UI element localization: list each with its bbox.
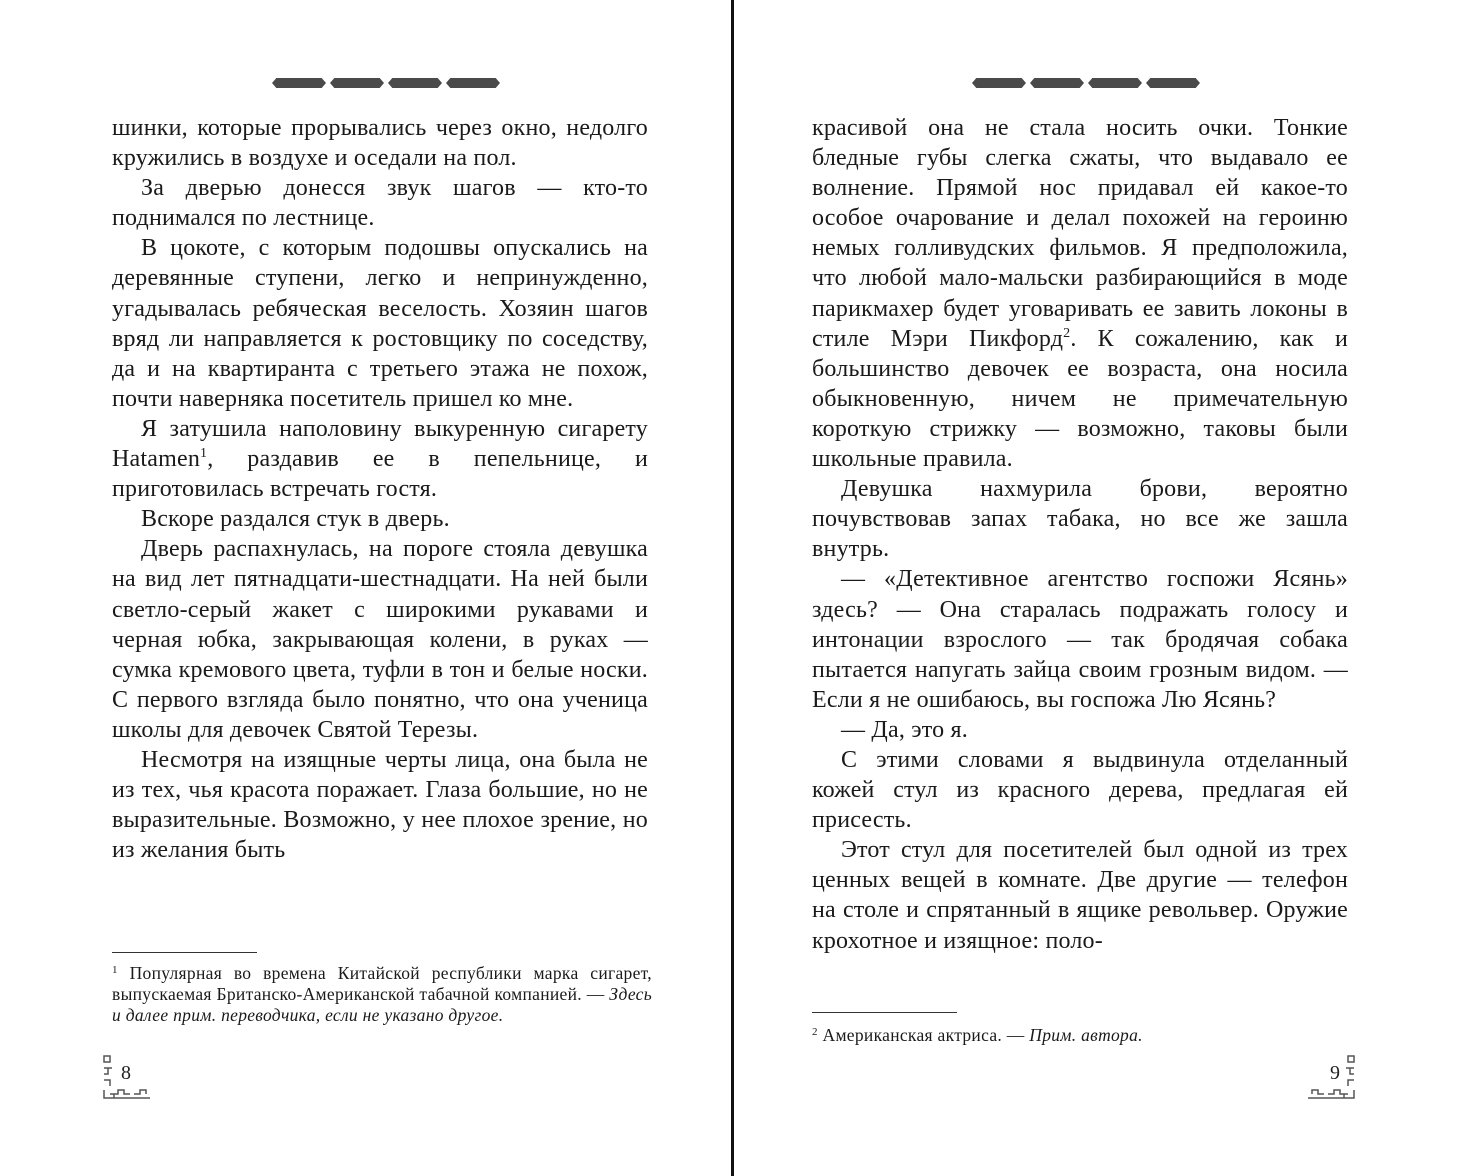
paragraph: — «Детективное агентство госпожи Ясянь» здесь? — Она старалась подражать голосу и интонации взрослого — так бродячая собака пытается напугать зайца своим грозным видом. — Если я не ошибаюсь, вы госпожа Лю Ясянь? [812,566,1348,713]
footnote [812,1025,1352,1046]
ornament-segment [972,78,1026,88]
paragraph: Несмотря на изящные черты лица, она была не из тех, чья красота поражает. Глаза большие, но не выразительные. Возможно, у нее плохое зрение, но из желания быть [112,746,648,864]
paragraph [812,113,1348,474]
paragraph-text: Я затушила наполовину выкуренную сигарету Hatamen [112,415,648,473]
paragraph: Дверь распахнулась, на пороге стояла девушка на вид лет пятнадцати-шестнадцати. На ней были светло-серый жакет с широкими рукавами и черная юбка, закрывающая колени, в руках — сумка кремового цвета, туфли в тон и белые носки. С первого взгляда было понятно, что она ученица школы для девочек Святой Терезы. [112,536,648,743]
right-page [734,0,1466,1176]
paragraph: С этими словами я выдвинула отделанный кожей стул из красного дерева, предлагая ей присесть. [812,746,1348,834]
paragraph: — Да, это я. [841,716,968,743]
header-ornament [972,76,1200,90]
page-number: 9 [1330,1062,1340,1084]
ornament-segment [1146,78,1200,88]
footnote-italic: Здесь и далее прим. переводчика, если не указано другое. [112,984,652,1025]
body-text [112,113,648,865]
paragraph [112,414,648,504]
paragraph-text: красивой она не стала носить очки. Тонкие бледные губы слегка сжаты, что выдавало ее волнение. Прямой нос придавал ей какое-то особое очарование и делал похожей на героиню немых голливудских фильмов. Я предположила, что любой мало-мальски разбирающийся в моде парикмахер будет уговаривать ее завить локоны в стиле Мэри Пикфорд [812,115,1348,352]
body-text [812,113,1348,956]
footnote-marker: 2 [812,1026,818,1038]
footnote [112,963,652,1026]
ornament-segment [446,78,500,88]
paragraph: За дверью донесся звук шагов — кто-то поднимался по лестнице. [112,175,648,232]
ornament-segment [388,78,442,88]
paragraph: шинки, которые прорывались через окно, недолго кружились в воздухе и оседали на пол. [112,115,648,172]
paragraph: В цокоте, с которым подошвы опускались на деревянные ступени, легко и непринужденно, угадывалась ребяческая веселость. Хозяин шагов вряд ли направляется к ростовщику по соседству, да и на квартиранта с третьего этажа не похож, почти наверняка посетитель пришел ко мне. [112,235,648,412]
footnote-text: Американская актриса. [822,1025,1003,1045]
ornament-segment [272,78,326,88]
left-page [0,0,731,1176]
footnote-italic: Прим. автора. [1029,1025,1143,1045]
footnote-marker: 1 [112,964,118,976]
footnote-ref[interactable]: 1 [200,446,208,462]
footnote-text: Популярная во времена Китайской республики марка сигарет, выпускаемая Британско-Американской табачной компанией. [112,963,652,1004]
paragraph-text: . К сожалению, как и большинство девочек ее возраста, она носила обыкновенную, ничем не примечательную короткую стрижку — возможно, таковы были школьные правила. [812,325,1348,473]
ornament-segment [330,78,384,88]
ornament-segment [1088,78,1142,88]
header-ornament [272,76,500,90]
footnote-ref[interactable]: 2 [1063,325,1071,341]
footnote-dash: — [581,984,610,1004]
paragraph-text: , раздавив ее в пепельнице, и приготовилась встречать гостя. [112,446,648,503]
ornament-segment [1030,78,1084,88]
paragraph: Вскоре раздался стук в дверь. [141,506,450,533]
paragraph: Этот стул для посетителей был одной из трех ценных вещей в комнате. Две другие — телефон на столе и спрятанный в ящике револьвер. Оружие крохотное и изящное: поло- [812,837,1348,954]
footnote-dash: — [1002,1025,1030,1045]
footnote-divider [812,1012,957,1013]
page-number: 8 [121,1062,131,1084]
paragraph: Девушка нахмурила брови, вероятно почувствовав запах табака, но все же зашла внутрь. [812,476,1348,563]
footnote-divider [112,952,257,953]
